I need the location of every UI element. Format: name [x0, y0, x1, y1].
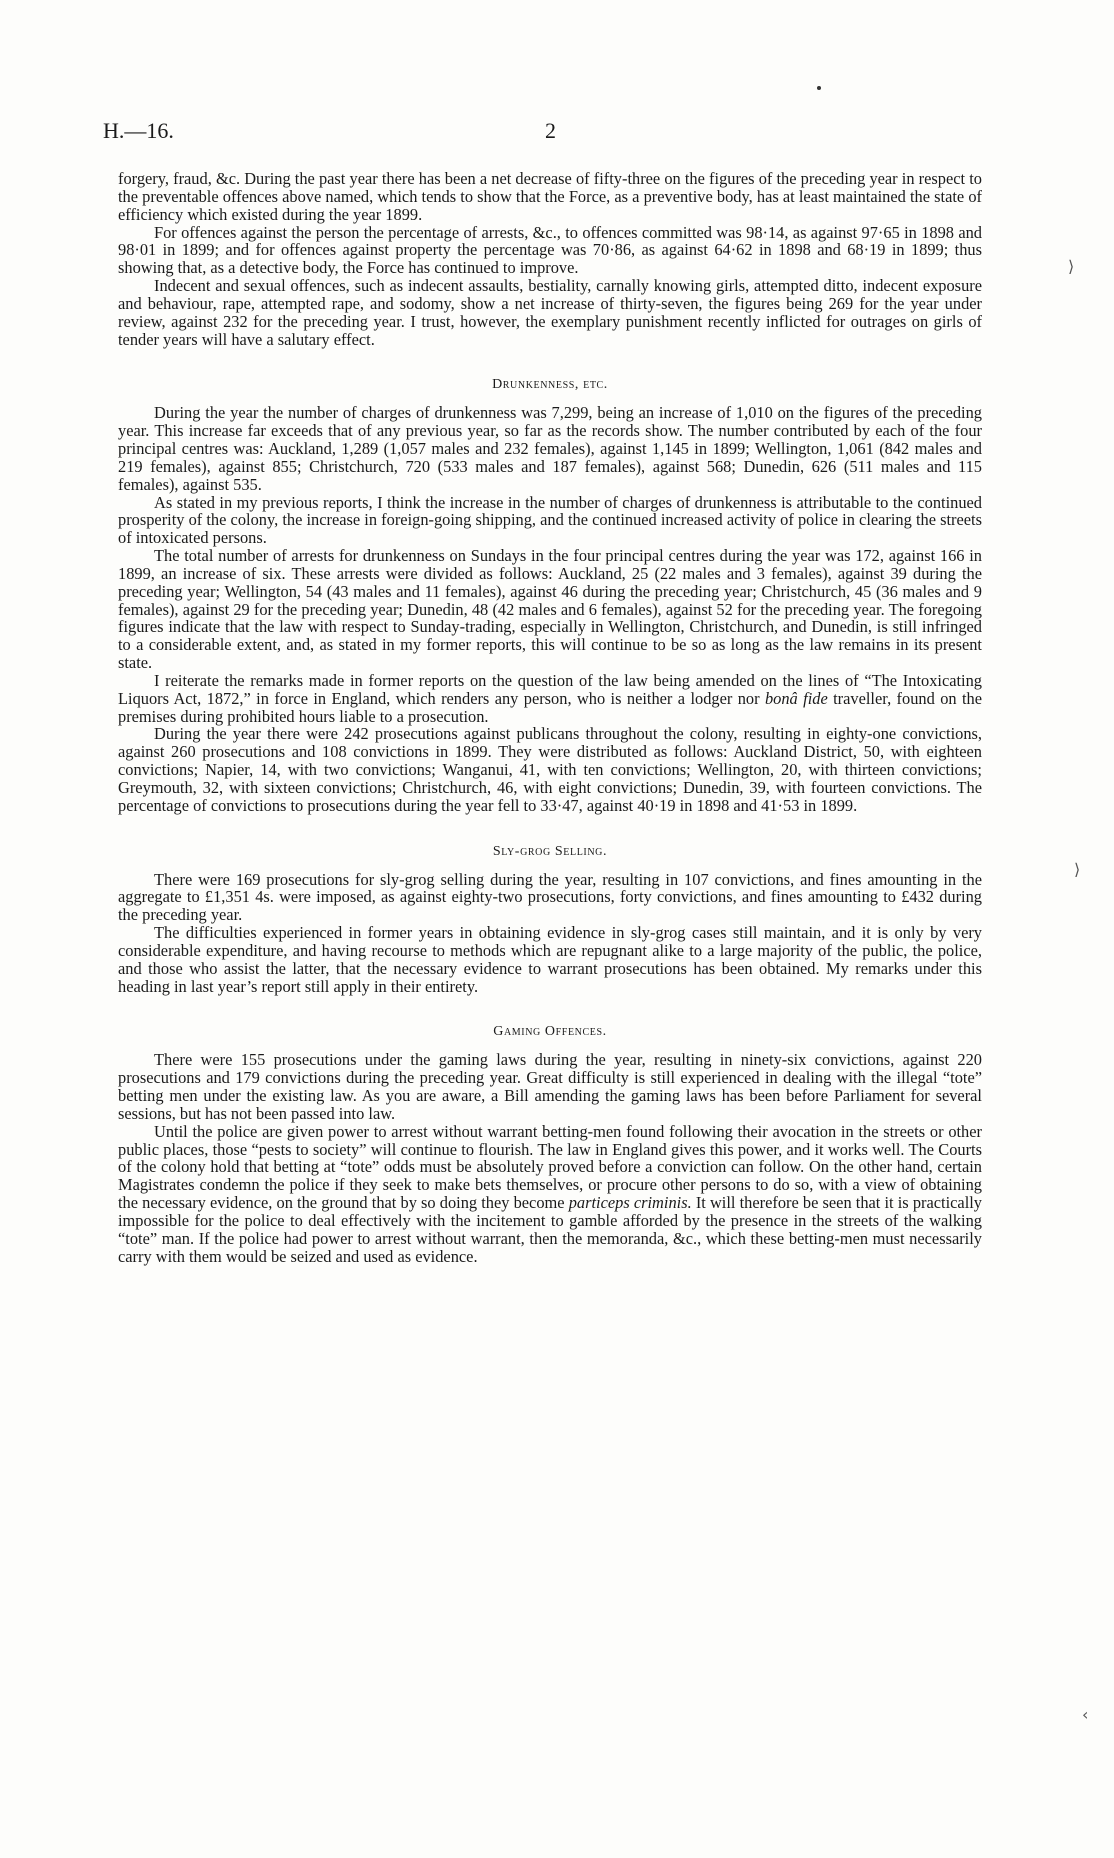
- document-body: [118, 170, 982, 1265]
- paragraph: [118, 672, 982, 726]
- paragraph: There were 169 prosecutions for sly-grog selling during the year, resulting in 107 convictions, and fines amounting in the aggregate to £1,351 4s. were imposed, as against eighty-two prosecutions, forty convictions, and fines amounting to £432 during the preceding year.: [118, 869, 982, 925]
- paragraph: During the year there were 242 prosecutions against publicans throughout the colony, resulting in eighty-one convictions, against 260 prosecutions and 108 convictions in 1899. They were distributed as follows: Auckland District, 50, with eighteen convictions; Napier, 14, with two convictions; Wanganui, 41, with ten convictions; Wellington, 20, with thirteen convictions; Greymouth, 32, with sixteen convictions; Christchurch, 46, with eight convictions; Dunedin, 39, with fourteen convictions. The percentage of convictions to prosecutions during the year fell to 33·47, against 40·19 in 1898 and 41·53 in 1899.: [118, 724, 982, 815]
- document-reference: H.—16.: [103, 118, 174, 143]
- section-heading-sly-grog: Sly-grog Selling.: [492, 843, 608, 859]
- italic-term: particeps criminis.: [568, 1193, 692, 1213]
- paragraph: As stated in my previous reports, I think the increase in the number of charges of drunkenness is attributable to the continued prosperity of the colony, the increase in foreign-going shipping, and the continued increased activity of police in clearing the streets of intoxicated persons.: [118, 492, 982, 548]
- paragraph: For offences against the person the percentage of arrests, &c., to offences committed was 98·14, as against 97·65 in 1898 and 98·01 in 1899; and for offences against property the percentage was 70·86, as against 64·62 in 1898 and 68·19 in 1899; thus showing that, as a detective body, the Force has continued to improve.: [118, 222, 982, 278]
- page-number: 2: [545, 118, 556, 143]
- text-run: Until the police are given power to arrest without warrant betting-men found following their avocation in the streets or other public places, those “pests to society” will continue to flourish. The law in England gives this power, and it works well. The Courts of the colony hold that betting at “tote” odds must be absolutely proved before a conviction can follow. On the other hand, certain Magistrates condemn the police if they seek to make bets themselves, or procure other persons to do so, with a view of obtaining the necessary evidence, on the ground that by so doing they become: [118, 1121, 982, 1213]
- page-header: [103, 118, 993, 148]
- section-heading-drunkenness: Drunkenness, etc.: [492, 377, 608, 393]
- paragraph: The total number of arrests for drunkenness on Sundays in the four principal centres during the year was 172, against 166 in 1899, an increase of six. These arrests were divided as follows: Auckland, 25 (22 males and 3 females), against 39 during the preceding year; Wellington, 54 (43 males and 11 females), against 46 during the preceding year; Christchurch, 45 (36 males and 9 females), against 29 for the preceding year; Dunedin, 48 (42 males and 6 females), against 52 for the preceding year. The foregoing figures indicate that the law with respect to Sunday-trading, especially in Wellington, Christchurch, and Dunedin, is still infringed to a considerable extent, and, as stated in my former reports, this will continue to be so as long as the law remains in its present state.: [118, 546, 982, 673]
- paragraph: [118, 1123, 982, 1266]
- italic-term: bonâ fide: [764, 688, 828, 708]
- paragraph: During the year the number of charges of drunkenness was 7,299, being an increase of 1,010 on the figures of the preceding year. This increase far exceeds that of any previous year, so far as the records show. The number contributed by each of the four principal centres was: Auckland, 1,289 (1,057 males and 232 females), against 1,145 in 1899; Wellington, 1,061 (842 males and 219 females), against 855; Christchurch, 720 (533 males and 187 females), against 568; Dunedin, 626 (511 males and 115 females), against 535.: [118, 403, 982, 494]
- margin-mark-icon: ‹: [1082, 1705, 1089, 1724]
- margin-mark-icon: ⟩: [1068, 257, 1075, 276]
- ink-speck: [817, 86, 821, 90]
- section-heading-gaming: Gaming Offences.: [493, 1024, 607, 1040]
- text-run: traveller, found on the premises during prohibited hours liable to a prosecution.: [118, 688, 982, 726]
- paragraph: Indecent and sexual offences, such as indecent assaults, bestiality, carnally knowing girls, attempted ditto, indecent exposure and behaviour, rape, attempted rape, and sodomy, show a net increase of thirty-seven, the figures being 269 for the year under review, against 232 for the preceding year. I trust, however, the exemplary punishment recently inflicted for outrages on girls of tender years will have a salutary effect.: [118, 276, 982, 349]
- paragraph: There were 155 prosecutions under the gaming laws during the year, resulting in ninety-six convictions, against 220 prosecutions and 179 convictions during the preceding year. Great difficulty is still experienced in dealing with the illegal “tote” betting men under the existing law. As you are aware, a Bill amending the gaming laws has been before Parliament for several sessions, but has not been passed into law.: [118, 1050, 982, 1123]
- text-run: I reiterate the remarks made in former reports on the question of the law being amended on the lines of “The Intoxicating Liquors Act, 1872,” in force in England, which renders any person, who is neither a lodger nor: [118, 670, 982, 708]
- text-run: It will therefore be seen that it is practically impossible for the police to deal effectively with the incitement to gamble afforded by the presence in the streets of the walking “tote” man. If the police had power to arrest without warrant, then the memoranda, &c., which these betting-men must necessarily carry with them would be seized and used as evidence.: [118, 1193, 982, 1266]
- paragraph: The difficulties experienced in former years in obtaining evidence in sly-grog cases still maintain, and it is only by very considerable expenditure, and having recourse to methods which are repugnant alike to a large majority of the public, the police, and those who assist the latter, that the necessary evidence to warrant prosecutions has been obtained. My remarks under this heading in last year’s report still apply in their entirety.: [118, 923, 982, 996]
- paragraph: forgery, fraud, &c. During the past year there has been a net decrease of fifty-three on the figures of the preceding year in respect to the preventable offences above named, which tends to show that the Force, as a preventive body, has at least maintained the state of efficiency which existed during the year 1899.: [118, 169, 982, 224]
- margin-mark-icon: ⟩: [1074, 860, 1081, 879]
